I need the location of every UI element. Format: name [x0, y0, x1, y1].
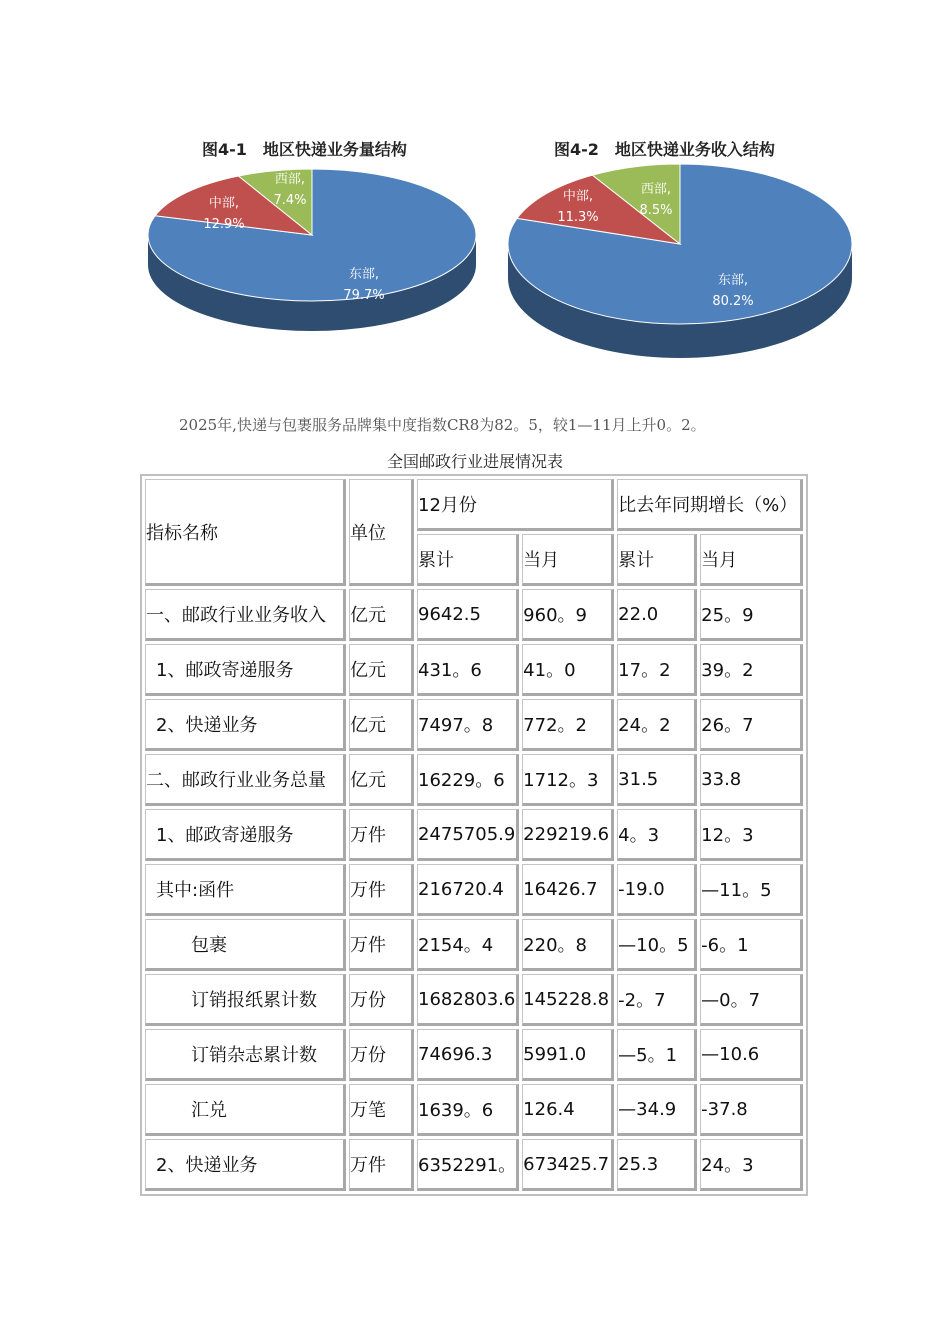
postal-progress-table	[140, 474, 808, 1196]
growth-current-month: 25。9	[700, 589, 803, 641]
indicator-name: 2、快递业务	[145, 699, 346, 751]
growth-cumulative: 31.5	[617, 754, 697, 806]
table-row	[145, 1139, 803, 1191]
dec-current-month: 673425.7	[522, 1139, 614, 1191]
indicator-name: 1、邮政寄递服务	[145, 809, 346, 861]
table-row	[145, 589, 803, 641]
cr8-paragraph: 2025年,快递与包裹服务品牌集中度指数CR8为82。5，较1—11月上升0。2。	[179, 416, 706, 434]
indicator-name: 包裹	[145, 919, 346, 971]
header-growth: 比去年同期增长（%）	[617, 479, 803, 531]
dec-current-month: 5991.0	[522, 1029, 614, 1081]
indicator-name: 汇兑	[145, 1084, 346, 1136]
growth-current-month: -6。1	[700, 919, 803, 971]
unit: 万件	[349, 1139, 414, 1191]
header-growth-cumulative: 累计	[617, 534, 697, 586]
table-row	[145, 754, 803, 806]
unit: 万件	[349, 919, 414, 971]
pie-label-name: 西部,	[640, 182, 672, 197]
table-row	[145, 644, 803, 696]
table-row	[145, 809, 803, 861]
pie-label-value: 80.2%	[712, 294, 754, 309]
dec-current-month: 772。2	[522, 699, 614, 751]
header-current-month: 当月	[522, 534, 614, 586]
dec-current-month: 220。8	[522, 919, 614, 971]
pie-label-value: 7.4%	[273, 193, 307, 208]
chart-1-title: 图4-1 地区快递业务量结构	[202, 140, 407, 159]
growth-current-month: 39。2	[700, 644, 803, 696]
postal-progress-table-wrap	[140, 474, 808, 1196]
pie-label-name: 东部,	[348, 267, 380, 282]
growth-current-month: 12。3	[700, 809, 803, 861]
table-row	[145, 864, 803, 916]
growth-cumulative: —34.9	[617, 1084, 697, 1136]
indicator-name: 二、邮政行业业务总量	[145, 754, 346, 806]
indicator-name: 订销报纸累计数	[145, 974, 346, 1026]
growth-current-month: 26。7	[700, 699, 803, 751]
table-title: 全国邮政行业进展情况表	[386, 452, 563, 471]
growth-cumulative: —5。1	[617, 1029, 697, 1081]
header-unit: 单位	[349, 479, 414, 586]
growth-cumulative: 22.0	[617, 589, 697, 641]
pie-chart-express-volume	[140, 160, 485, 360]
growth-cumulative: -19.0	[617, 864, 697, 916]
indicator-name: 一、邮政行业业务收入	[145, 589, 346, 641]
growth-cumulative: -2。7	[617, 974, 697, 1026]
pie-label-name: 中部,	[562, 189, 594, 204]
unit: 亿元	[349, 589, 414, 641]
table-row	[145, 974, 803, 1026]
unit: 亿元	[349, 644, 414, 696]
table-row	[145, 1084, 803, 1136]
dec-cumulative: 431。6	[417, 644, 519, 696]
header-indicator: 指标名称	[145, 479, 346, 586]
growth-cumulative: 17。2	[617, 644, 697, 696]
dec-cumulative: 6352291。	[417, 1139, 519, 1191]
unit: 万份	[349, 974, 414, 1026]
growth-cumulative: 24。2	[617, 699, 697, 751]
dec-current-month: 229219.6	[522, 809, 614, 861]
growth-current-month: -37.8	[700, 1084, 803, 1136]
dec-cumulative: 216720.4	[417, 864, 519, 916]
table-row	[145, 1029, 803, 1081]
pie-label-value: 12.9%	[203, 217, 245, 232]
dec-cumulative: 74696.3	[417, 1029, 519, 1081]
unit: 万笔	[349, 1084, 414, 1136]
dec-cumulative: 1639。6	[417, 1084, 519, 1136]
growth-current-month: —10.6	[700, 1029, 803, 1081]
unit: 万份	[349, 1029, 414, 1081]
growth-cumulative: —10。5	[617, 919, 697, 971]
dec-cumulative: 16229。6	[417, 754, 519, 806]
unit: 亿元	[349, 699, 414, 751]
pie-label-value: 8.5%	[639, 203, 673, 218]
dec-cumulative: 7497。8	[417, 699, 519, 751]
pie-label-value: 11.3%	[557, 210, 599, 225]
dec-cumulative: 9642.5	[417, 589, 519, 641]
indicator-name: 其中:函件	[145, 864, 346, 916]
dec-current-month: 41。0	[522, 644, 614, 696]
pie-label-name: 西部,	[274, 172, 306, 187]
pie-label-name: 中部,	[208, 196, 240, 211]
growth-current-month: 24。3	[700, 1139, 803, 1191]
growth-cumulative: 4。3	[617, 809, 697, 861]
unit: 万件	[349, 809, 414, 861]
growth-cumulative: 25.3	[617, 1139, 697, 1191]
dec-current-month: 126.4	[522, 1084, 614, 1136]
indicator-name: 1、邮政寄递服务	[145, 644, 346, 696]
dec-current-month: 960。9	[522, 589, 614, 641]
dec-cumulative: 1682803.6	[417, 974, 519, 1026]
chart-2-title: 图4-2 地区快递业务收入结构	[554, 140, 775, 159]
growth-current-month: —11。5	[700, 864, 803, 916]
growth-current-month: 33.8	[700, 754, 803, 806]
growth-current-month: —0。7	[700, 974, 803, 1026]
table-row	[145, 919, 803, 971]
dec-current-month: 145228.8	[522, 974, 614, 1026]
pie-chart-express-revenue	[500, 160, 860, 380]
header-cumulative: 累计	[417, 534, 519, 586]
unit: 万件	[349, 864, 414, 916]
indicator-name: 订销杂志累计数	[145, 1029, 346, 1081]
pie-label-name: 东部,	[717, 273, 749, 288]
dec-cumulative: 2154。4	[417, 919, 519, 971]
pie-label-value: 79.7%	[343, 288, 385, 303]
dec-cumulative: 2475705.9	[417, 809, 519, 861]
header-growth-current-month: 当月	[700, 534, 803, 586]
indicator-name: 2、快递业务	[145, 1139, 346, 1191]
unit: 亿元	[349, 754, 414, 806]
dec-current-month: 16426.7	[522, 864, 614, 916]
dec-current-month: 1712。3	[522, 754, 614, 806]
table-row	[145, 699, 803, 751]
header-december: 12月份	[417, 479, 614, 531]
